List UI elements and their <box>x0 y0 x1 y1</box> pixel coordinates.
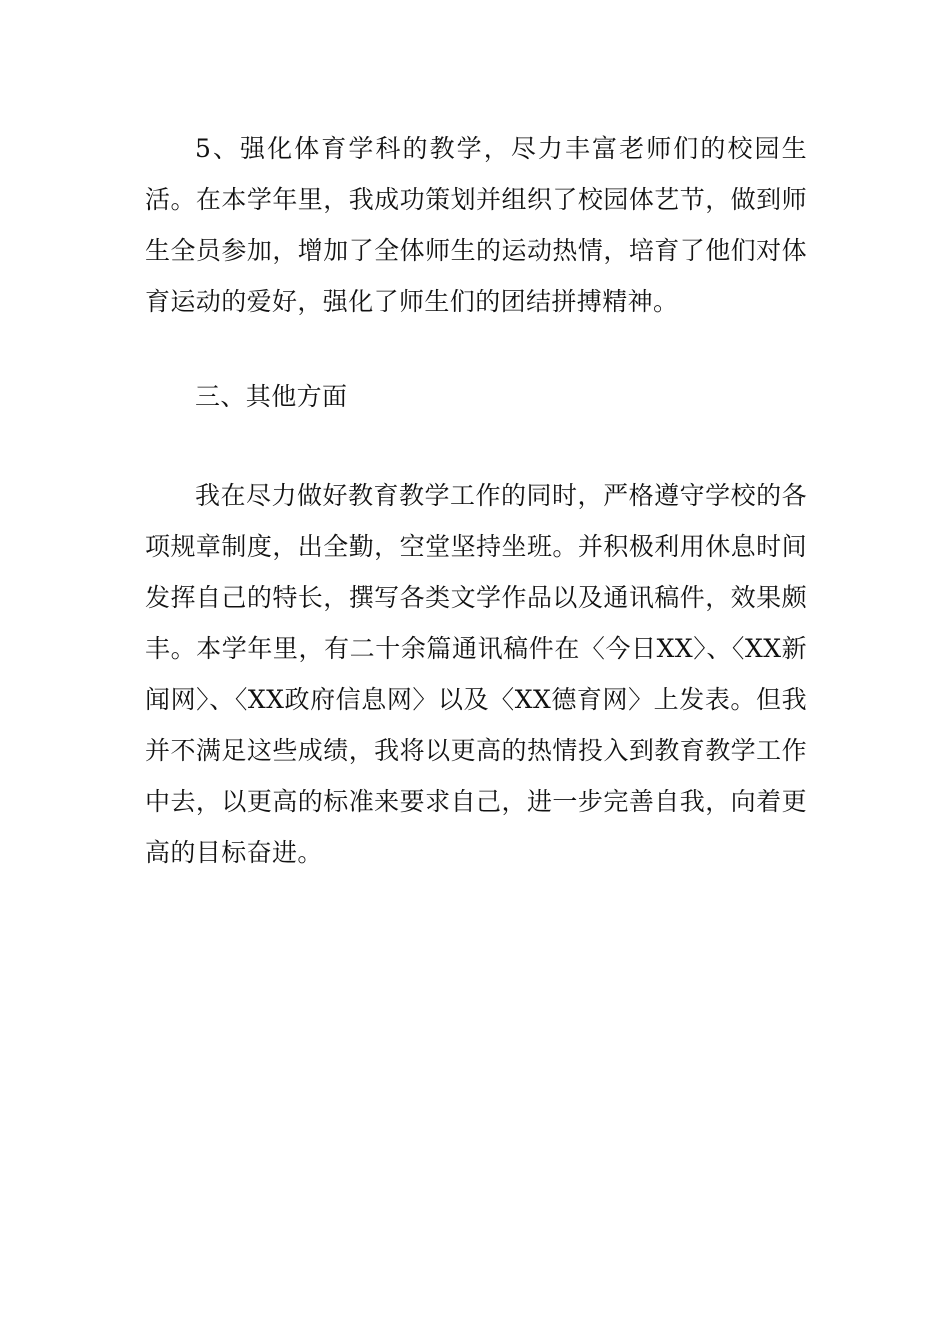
paragraph-other-work: 我在尽力做好教育教学工作的同时，严格遵守学校的各项规章制度，出全勤，空堂坚持坐班。并积极利用休息时间发挥自己的特长，撰写各类文学作品以及通讯稿件，效果颇丰。本学年里，有二十余篇通讯稿件在〈今日XX〉、〈XX新闻网〉、〈XX政府信息网〉以及〈XX德育网〉上发表。但我并不满足这些成绩，我将以更高的热情投入到教育教学工作中去，以更高的标准来要求自己，进一步完善自我，向着更高的目标奋进。 <box>145 481 807 867</box>
paragraph-sports-teaching: 5、强化体育学科的教学，尽力丰富老师们的校园生活。在本学年里，我成功策划并组织了校园体艺节，做到师生全员参加，增加了全体师生的运动热情，培育了他们对体育运动的爱好，强化了师生们的团结拼搏精神。 <box>145 134 807 316</box>
section-heading-other-aspects: 三、其他方面 <box>195 382 348 411</box>
